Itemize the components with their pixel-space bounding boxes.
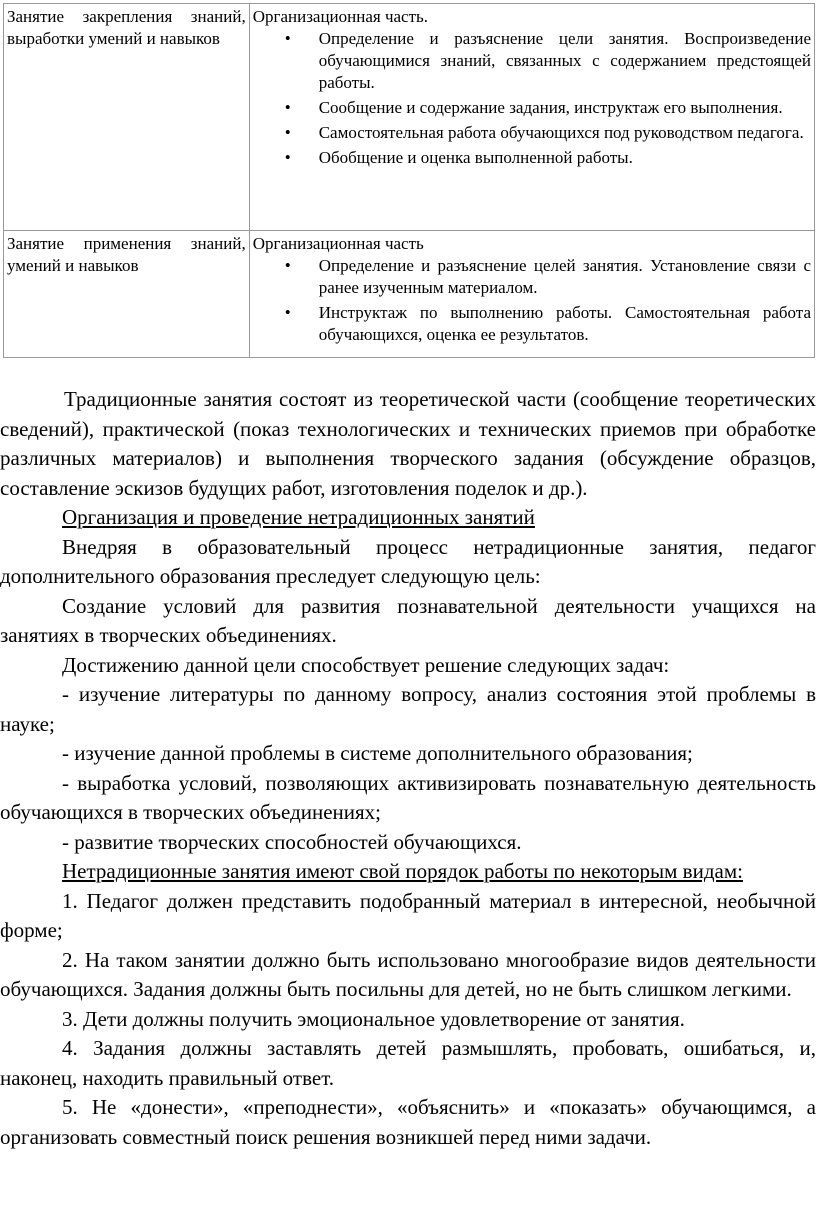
goal-statement: Создание условий для развития познавательной деятельности учащихся на занятиях в творческих объединениях. [0, 593, 816, 647]
stage-list [253, 28, 811, 169]
section-heading-text: Организация и проведение нетрадиционных занятий [62, 505, 535, 529]
rule-item: 1. Педагог должен представить подобранный материал в интересной, необычной форме; [0, 888, 816, 942]
table-row [4, 4, 815, 231]
lesson-type-cell [4, 4, 250, 231]
list-item: • Инструктаж по выполнению работы. Самостоятельная работа обучающихся, оценка ее результатов. [319, 302, 811, 346]
lesson-stages-cell [249, 231, 814, 358]
task-item: - развитие творческих способностей обучающихся. [62, 829, 522, 854]
lesson-type-text: Занятие применения знаний, умений и навыков [7, 234, 246, 275]
intro-paragraph: Традиционные занятия состоят из теоретической части (сообщение теоретических сведений), практической (показ технологических и технических приемов при обработке различных материалов) и выполнения творческого задания (обсуждение образцов, составление эскизов будущих работ, изготовления поделок и др.). [0, 387, 816, 500]
rules-heading [0, 857, 816, 887]
stage-title: Организационная часть. [252, 7, 429, 26]
list-item: • Определение и разъяснение цели занятия. Воспроизведение обучающимися знаний, связанных с содержанием предстоящей работы. [319, 28, 811, 94]
task-item: - выработка условий, позволяющих активизировать познавательную деятельность обучающихся в творческих объединениях; [0, 770, 816, 824]
lesson-type-text: Занятие закрепления знаний, выработки умений и навыков [7, 7, 246, 48]
lesson-structure-table [3, 3, 815, 358]
rules-heading-text: Нетрадиционные занятия имеют свой порядок работы по некоторым видам: [62, 859, 743, 883]
section-heading [0, 503, 816, 533]
tasks-intro: Достижению данной цели способствует решение следующих задач: [62, 652, 670, 677]
task-item: - изучение литературы по данному вопросу, анализ состояния этой проблемы в науке; [0, 682, 816, 736]
stage-list [253, 255, 811, 346]
rule-item: 4. Задания должны заставлять детей размышлять, пробовать, ошибаться, и, наконец, находить правильный ответ. [0, 1036, 816, 1090]
list-item: • Обобщение и оценка выполненной работы. [319, 147, 811, 169]
task-item: - изучение данной проблемы в системе дополнительного образования; [62, 741, 693, 765]
rule-item: 5. Не «донести», «преподнести», «объяснить» и «показать» обучающимся, а организовать совместный поиск решения возникшей перед ними задачи. [0, 1095, 816, 1149]
stage-title: Организационная часть [252, 234, 424, 253]
document-body [0, 385, 816, 1152]
list-item: • Определение и разъяснение целей занятия. Установление связи с ранее изученным материалом. [319, 255, 811, 299]
goal-paragraph: Внедряя в образовательный процесс нетрадиционные занятия, педагог дополнительного образования преследует следующую цель: [0, 534, 816, 588]
list-item: • Самостоятельная работа обучающихся под руководством педагога. [319, 122, 811, 144]
table-row [4, 231, 815, 358]
lesson-type-cell [4, 231, 250, 358]
list-item: • Сообщение и содержание задания, инструктаж его выполнения. [319, 97, 811, 119]
lesson-stages-cell [249, 4, 814, 231]
rule-item: 3. Дети должны получить эмоциональное удовлетворение от занятия. [62, 1006, 685, 1031]
rule-item: 2. На таком занятии должно быть использовано многообразие видов деятельности обучающихся. Задания должны быть посильны для детей, но не быть слишком легкими. [0, 947, 816, 1001]
